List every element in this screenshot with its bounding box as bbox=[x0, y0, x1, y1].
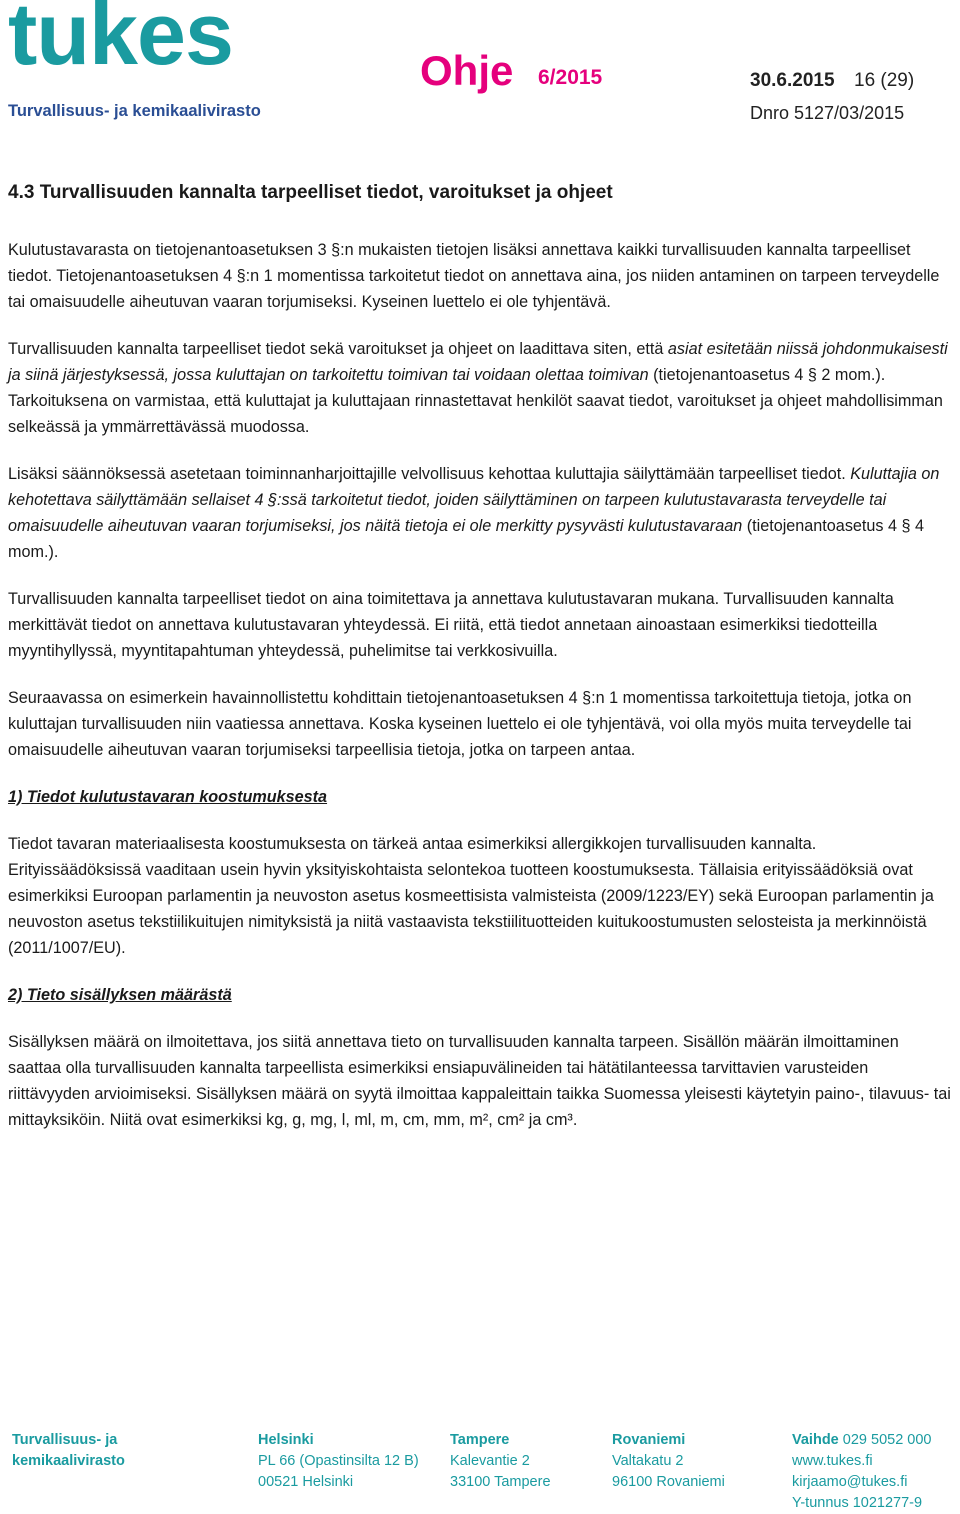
footer-org-line2: kemikaalivirasto bbox=[12, 1453, 125, 1469]
footer-tampere-city: Tampere bbox=[450, 1432, 510, 1448]
footer-business-id: Y-tunnus 1021277-9 bbox=[792, 1495, 923, 1511]
paragraph-2-text-b: (tietojenantoasetus 4 § 2 mom.). Tarkoituksena on varmistaa, että kuluttajat ja kuluttajaan rinnastettavat henkilöt saavat tiedot, varoitukset ja ohjeet mahdollisimman selkeässä ja ymmärrettävässä muodossa. bbox=[8, 366, 943, 436]
footer-rovaniemi-line1: Valtakatu 2 bbox=[612, 1453, 684, 1469]
footer-org-line1: Turvallisuus- ja bbox=[12, 1432, 118, 1448]
footer-website-link[interactable]: www.tukes.fi bbox=[792, 1453, 873, 1469]
footer-contact bbox=[792, 1430, 931, 1514]
paragraph-2-text-a: Turvallisuuden kannalta tarpeelliset tiedot sekä varoitukset ja ohjeet on laadittava siten, että bbox=[8, 340, 668, 358]
footer-tampere bbox=[450, 1430, 551, 1493]
paragraph-3-text-b: (tietojenantoasetus 4 § 4 mom.). bbox=[8, 517, 925, 561]
footer-org bbox=[12, 1430, 125, 1472]
tukes-logo bbox=[8, 0, 261, 124]
footer-rovaniemi-city: Rovaniemi bbox=[612, 1432, 686, 1448]
footer-rovaniemi-line2: 96100 Rovaniemi bbox=[612, 1474, 725, 1490]
footer-helsinki-city: Helsinki bbox=[258, 1432, 314, 1448]
footer-tampere-line1: Kalevantie 2 bbox=[450, 1453, 530, 1469]
logo-wordmark: tukes bbox=[8, 0, 233, 83]
paragraph-2-italic: asiat esitetään niissä johdonmukaisesti ja siinä järjestyksessä, jossa kuluttajan on tarkoitettu toimivan tai voidaan olettaa toimivan bbox=[8, 340, 948, 384]
footer-helsinki-line1: PL 66 (Opastinsilta 12 B) bbox=[258, 1453, 419, 1469]
document-body bbox=[8, 180, 952, 1154]
paragraph-4: Turvallisuuden kannalta tarpeelliset tiedot on aina toimitettava ja annettava kulutustavaran mukana. Turvallisuuden kannalta merkittävät tiedot on annettava kulutustavaran yhteydessä. Ei riitä, että tiedot annetaan ainoastaan esimerkiksi tiedotteilla myyntihyllyssä, myyntitapahtuman yhteydessä, puhelimitse tai verkkosivuilla. bbox=[8, 590, 894, 660]
paragraph-3-text-a: Lisäksi säännöksessä asetetaan toiminnanharjoittajille velvollisuus kehottaa kuluttajia säilyttämään tarpeelliset tiedot. bbox=[8, 465, 851, 483]
paragraph-6: Tiedot tavaran materiaalisesta koostumuksesta on tärkeä antaa esimerkiksi allergikkojen turvallisuuden kannalta. Erityissäädöksissä vaaditaan usein hyvin yksityiskohtaista selontekoa tuotteen koostumuksesta. Tällaisia erityissäädöksiä ovat esimerkiksi Euroopan parlamentin ja neuvoston asetus kosmeettisista valmisteista (2009/1223/EY) sekä Euroopan parlamentin ja neuvoston asetus tekstiilikuitujen nimityksistä ja niitä vastaavista tekstiilituotteiden kuitukoostumusten selosteista ja merkinnöistä (2011/1007/EU). bbox=[8, 835, 934, 957]
footer-phone-number: 029 5052 000 bbox=[842, 1432, 932, 1448]
paragraph-5: Seuraavassa on esimerkein havainnollistettu kohdittain tietojenantoasetuksen 4 §:n 1 momentissa tarkoitettuja tietoja, jotka on kuluttajan turvallisuuden niin vaatiessa annettava. Koska kyseinen luettelo ei ole tyhjentävä, voi olla myös muita terveydelle tai omaisuudelle aiheutuvan vaaran torjumiseksi tarpeellisia tietoja, jotka on tarpeen antaa. bbox=[8, 689, 912, 759]
footer-rovaniemi bbox=[612, 1430, 725, 1493]
document-type: Ohje bbox=[420, 47, 514, 94]
footer-helsinki-line2: 00521 Helsinki bbox=[258, 1474, 354, 1490]
paragraph-3 bbox=[8, 461, 952, 565]
page-number: 16 (29) bbox=[854, 70, 915, 91]
footer-email-link[interactable]: kirjaamo@tukes.fi bbox=[792, 1474, 908, 1490]
page-footer bbox=[0, 1430, 960, 1514]
page-header bbox=[0, 0, 960, 140]
paragraph-7: Sisällyksen määrä on ilmoitettava, jos siitä annettava tieto on turvallisuuden kannalta tarpeen. Sisällön määrän ilmoittaminen saattaa olla turvallisuuden kannalta tarpeellista esimerkiksi ensiapuvälineiden tai hätätilanteessa tarvittavien varusteiden riittävyyden arvioimiseksi. Sisällyksen määrä on syytä ilmoittaa kappaleittain taikka Suomessa yleisesti käytetyin paino-, tilavuus- tai mittayksiköin. Niitä ovat esimerkiksi kg, g, mg, l, ml, m, cm, mm, m², cm² ja cm³. bbox=[8, 1033, 951, 1129]
footer-phone bbox=[792, 1430, 931, 1451]
footer-helsinki bbox=[258, 1430, 419, 1493]
diary-number: Dnro 5127/03/2015 bbox=[750, 103, 905, 123]
paragraph-1: Kulutustavarasta on tietojenantoasetuksen 3 §:n mukaisten tietojen lisäksi annettava kaikki turvallisuuden kannalta tarpeelliset tiedot. Tietojenantoasetuksen 4 §:n 1 momentissa tarkoitetut tiedot on annettava aina, jos niiden antaminen on tarpeen terveydelle tai omaisuudelle aiheutuvan vaaran torjumiseksi. Kyseinen luettelo ei ole tyhjentävä. bbox=[8, 241, 940, 311]
paragraph-2 bbox=[8, 336, 952, 440]
paragraph-3-italic: Kuluttajia on kehotettava säilyttämään sellaiset 4 §:ssä tarkoitetut tiedot, joiden säilyttäminen on tarpeen kulutustavarasta terveydelle tai omaisuudelle aiheutuvan vaaran torjumiseksi, jos näitä tietoja ei ole merkitty pysyvästi kulutustavaraan bbox=[8, 465, 940, 535]
subheading-1: 1) Tiedot kulutustavaran koostumuksesta bbox=[8, 788, 328, 806]
logo-subtitle: Turvallisuus- ja kemikaalivirasto bbox=[8, 102, 261, 120]
subheading-2: 2) Tieto sisällyksen määrästä bbox=[8, 986, 232, 1004]
footer-tampere-line2: 33100 Tampere bbox=[450, 1474, 551, 1490]
footer-phone-label: Vaihde bbox=[792, 1432, 839, 1448]
document-date: 30.6.2015 bbox=[750, 70, 835, 91]
document-number: 6/2015 bbox=[538, 66, 603, 89]
section-title: 4.3 Turvallisuuden kannalta tarpeelliset tiedot, varoitukset ja ohjeet bbox=[8, 182, 613, 203]
